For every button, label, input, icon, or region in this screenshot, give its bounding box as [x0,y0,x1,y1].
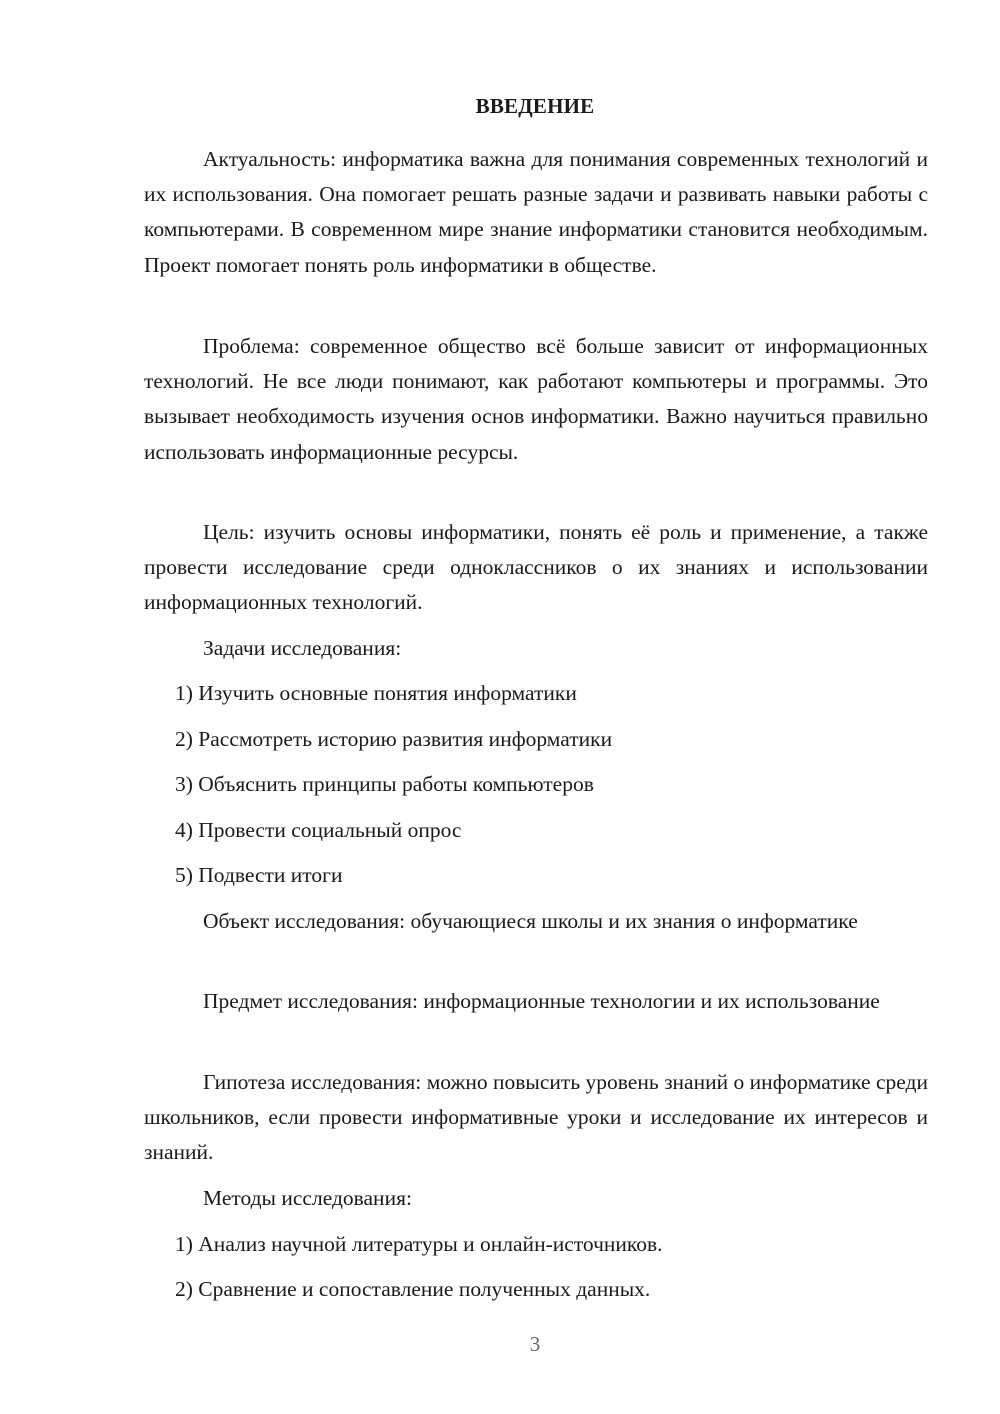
goal-paragraph: Цель: изучить основы информатики, понять её роль и применение, а также провести исследование среди одноклассников о их знаниях и использовании информационных технологий. [144,520,928,615]
task-item-1: 1) Изучить основные понятия информатики [175,681,577,705]
task-item-4: 4) Провести социальный опрос [175,818,462,842]
method-item-2: 2) Сравнение и сопоставление полученных данных. [175,1277,651,1301]
task-item-5: 5) Подвести итоги [175,863,343,887]
object-paragraph: Объект исследования: обучающиеся школы и их знания о информатике [203,909,858,933]
hypothesis-paragraph: Гипотеза исследования: можно повысить уровень знаний о информатике среди школьников, если провести информативные уроки и исследование их интересов и знаний. [144,1070,928,1165]
task-item-3: 3) Объяснить принципы работы компьютеров [175,772,594,796]
relevance-paragraph: Актуальность: информатика важна для понимания современных технологий и их использования. Она помогает решать разные задачи и развивать навыки работы с компьютерами. В современном мире знание информатики становится необходимым. Проект помогает понять роль информатики в обществе. [144,147,928,277]
tasks-title: Задачи исследования: [203,636,402,660]
problem-paragraph: Проблема: современное общество всё больше зависит от информационных технологий. Не все люди понимают, как работают компьютеры и программы. Это вызывает необходимость изучения основ информатики. Важно научиться правильно использовать информационные ресурсы. [144,334,928,464]
method-item-1: 1) Анализ научной литературы и онлайн-источников. [175,1232,663,1256]
task-item-2: 2) Рассмотреть историю развития информатики [175,727,613,751]
methods-title: Методы исследования: [203,1186,412,1210]
page-number: 3 [529,1332,541,1356]
section-heading: ВВЕДЕНИЕ [475,94,595,118]
subject-paragraph: Предмет исследования: информационные технологии и их использование [203,989,880,1013]
